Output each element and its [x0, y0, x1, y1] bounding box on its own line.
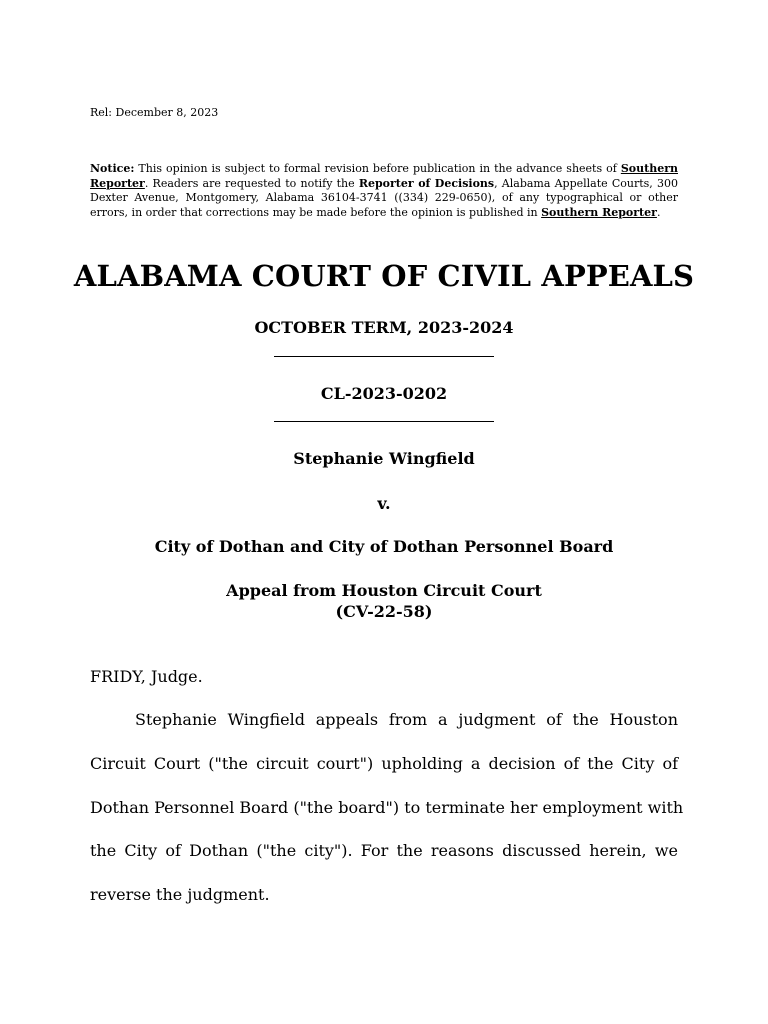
- court-name: ALABAMA COURT OF CIVIL APPEALS: [73, 259, 695, 293]
- appellees-name: City of Dothan and City of Dothan Personnel Board: [154, 537, 614, 556]
- divider-rule-2: [274, 421, 494, 422]
- southern-reporter-ref-1: Southern Reporter: [90, 162, 678, 190]
- appeal-from: Appeal from Houston Circuit Court: [226, 581, 542, 600]
- appeal-origin: [0, 580, 768, 622]
- opinion-line-4: the City of Dothan ("the city"). For the reasons discussed herein, we: [90, 841, 678, 860]
- opinion-line-2: Circuit Court ("the circuit court") upholding a decision of the City of: [90, 754, 678, 773]
- notice-text-1: This opinion is subject to formal revision before publication in the advance sheets of: [134, 162, 621, 175]
- case-number: CL-2023-0202: [320, 384, 448, 403]
- notice-text-3: , Alabama Appellate Courts, 300 Dexter Avenue, Montgomery, Alabama 36104-3741 ((334) 229-0650), of any typographical or other errors, in order that corrections may be made before the opinion is published in: [90, 176, 678, 219]
- lower-court-case-number: (CV-22-58): [335, 602, 433, 621]
- notice-text-2: . Readers are requested to notify the: [144, 176, 359, 190]
- opinion-line-3: Dothan Personnel Board ("the board") to terminate her employment with: [90, 798, 684, 817]
- appellant-name: Stephanie Wingfield: [293, 449, 475, 468]
- opinion-line-5: reverse the judgment.: [90, 885, 270, 904]
- publication-notice: [90, 162, 678, 220]
- southern-reporter-ref-2: Southern Reporter: [541, 205, 657, 219]
- notice-label: Notice:: [90, 162, 135, 175]
- court-term: OCTOBER TERM, 2023-2024: [254, 318, 514, 337]
- opinion-line-1: Stephanie Wingfield appeals from a judgment of the Houston: [135, 710, 678, 729]
- versus: v.: [377, 494, 391, 513]
- reporter-of-decisions: Reporter of Decisions: [358, 176, 495, 190]
- notice-text-4: .: [656, 205, 661, 219]
- release-date: Rel: December 8, 2023: [90, 106, 219, 119]
- divider-rule-1: [274, 356, 494, 357]
- authoring-judge: FRIDY, Judge.: [90, 667, 203, 686]
